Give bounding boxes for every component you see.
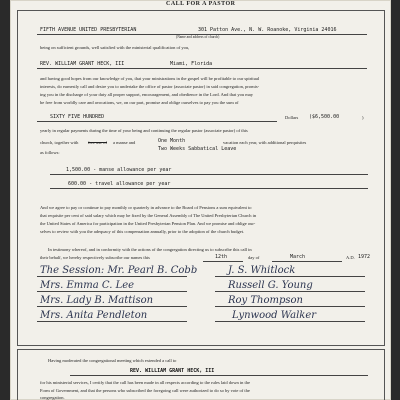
perquisite-1: 1,500.00 - manse allowance per year: [66, 167, 172, 173]
sig-line-r3: [215, 306, 365, 307]
cert-line-4: congregation.: [40, 395, 65, 400]
day-value: 12th: [215, 254, 228, 260]
sig-line-l4: [37, 321, 187, 322]
pastor-line: [37, 68, 367, 69]
church-address: 301 Patton Ave., N. W. Roanoke, Virginia 24016: [198, 27, 337, 33]
cert-name-line: [70, 375, 368, 376]
vacation-typed-1: One Month: [158, 138, 186, 144]
month-value: March: [290, 254, 306, 260]
month-line: [272, 261, 342, 262]
pastor-name: REV. WILLIAM GRANT HECK, III: [40, 61, 125, 67]
signature-right-4: Lynwood Walker: [232, 310, 317, 321]
vacation-label: vacation each year, with additional perquisites: [223, 140, 307, 145]
paragraph-3-line-2a: church, together with: [40, 140, 79, 145]
form-title: CALL FOR A PASTOR: [166, 1, 236, 7]
sig-line-l3: [37, 306, 187, 307]
paragraph-2-line-3: ing you in the discharge of your duty all proper support, encouragement, and obedience in the Lord. And that you may: [40, 92, 253, 97]
paragraph-3-line-2b: a manse and: [113, 140, 136, 145]
perq-line-1: [50, 174, 368, 175]
signature-left-2: Mrs. Emma C. Lee: [40, 280, 135, 291]
sig-line-r4: [215, 321, 365, 322]
paragraph-2-line-4: be free from worldly care and avocations, we, on our part, promise and oblige ourselves to pay you the sum of: [40, 100, 239, 105]
name-address-caption: (Name and address of church): [176, 35, 220, 39]
salary-line: [37, 121, 277, 122]
sig-line-l1: [37, 276, 187, 277]
salary-label: Dollars: [285, 115, 299, 120]
paragraph-5-line-2: their behalf, we hereby respectively subscribe our names this: [40, 255, 150, 260]
signature-right-2: Russell G. Young: [228, 280, 313, 291]
paragraph-2-line-1: and having good hopes from our knowledge of you, that your ministrations in the gospel will be profitable to our spiritual: [40, 76, 260, 81]
paragraph-3-line-1: yearly in regular payments during the time of your being and continuing the regular pastor (associate pastor) of this: [40, 128, 248, 133]
cert-line-3: Form of Government, and that the persons who subscribed the foregoing call were authorized to do so by vote of the: [40, 388, 250, 393]
signature-left-3: Mrs. Lady B. Mattison: [40, 295, 154, 306]
paragraph-4-line-3: the United States of America for participation in the United Presbyterian Pension Plan. And we promise and oblige our-: [40, 221, 256, 226]
paragraph-2-line-2: interests, do earnestly call and desire you to undertake the office of pastor (associate pastor) in said congregation, promis-: [40, 84, 260, 89]
perquisite-2: 600.00 - travel allowance per year: [68, 181, 171, 187]
pastor-location: Miami, Florida: [170, 61, 213, 67]
church-name: FIFTH AVENUE UNITED PRESBYTERIAN: [40, 27, 137, 33]
signature-right-1: J. S. Whitlock: [228, 265, 296, 276]
struck-text: free use of: [88, 140, 107, 145]
day-label: day of: [248, 255, 260, 260]
year-value: 1972: [358, 254, 371, 260]
signature-left-1: The Session: Mr. Pearl B. Cobb: [40, 265, 198, 276]
paragraph-4-line-4: selves to review with you the adequacy of this compensation annually, prior to the adoption of the church budget.: [40, 229, 245, 234]
sig-line-r2: [215, 291, 365, 292]
cert-pastor-name: REV. WILLIAM GRANT HECK, III: [130, 368, 215, 374]
cert-line-1: Having moderated the congregational meeting which extended a call to: [48, 358, 177, 363]
paragraph-4-line-1: And we agree to pay or continue to pay monthly or quarterly in advance to the Board of Pensions a sum equivalent to: [40, 205, 252, 210]
cert-line-2: for his ministerial services, I certify that the call has been made in all respects according to the rules laid down in the: [40, 380, 251, 385]
signature-right-3: Roy Thompson: [228, 295, 303, 306]
salary-paren: ): [362, 115, 364, 120]
signature-left-4: Mrs. Anita Pendleton: [40, 310, 148, 321]
as-follows: as follows:: [40, 150, 60, 155]
call-for-pastor-form: [10, 0, 391, 400]
vacation-typed-2: Two Weeks Sabbatical Leave: [158, 146, 237, 152]
salary-words: SIXTY FIVE HUNDRED: [50, 114, 105, 120]
ad-label: A.D.: [346, 255, 355, 260]
day-line: [203, 261, 243, 262]
paragraph-1: being on sufficient grounds, well satisfied with the ministerial qualification of you,: [40, 45, 190, 50]
salary-figure: ($6,500.00: [309, 114, 340, 120]
sig-line-r1: [215, 276, 365, 277]
perq-line-2: [50, 188, 368, 189]
paragraph-5-line-1: In testimony whereof, and in conformity with the actions of the congregation directing us to subscribe this call in: [48, 247, 252, 252]
paragraph-4-line-2: that requisite per cent of said salary which may be fixed by the General Assembly of The United Presbyterian Church in: [40, 213, 257, 218]
sig-line-l2: [37, 291, 187, 292]
